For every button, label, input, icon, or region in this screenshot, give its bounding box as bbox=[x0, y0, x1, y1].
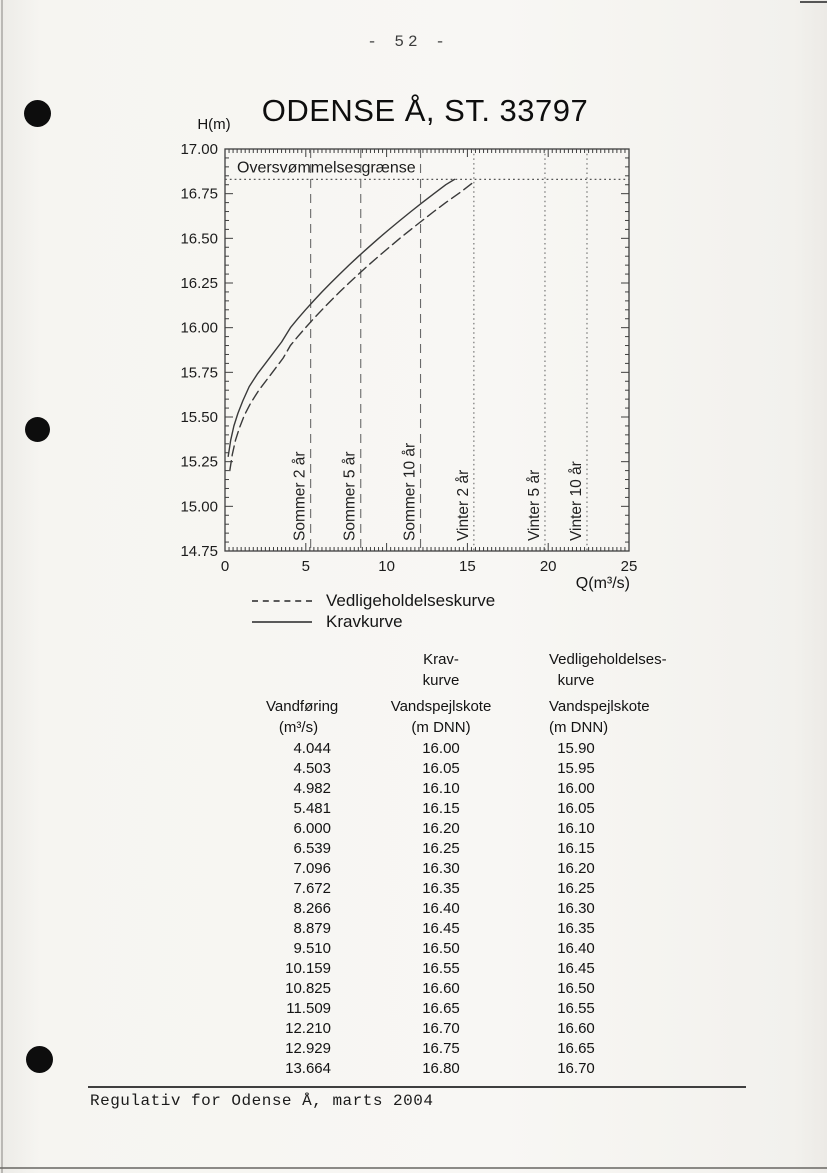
table-header-row-cell: Vandføring bbox=[266, 698, 339, 715]
table-row-cell: 16.75 bbox=[422, 1039, 460, 1057]
table-header-row-cell: (m DNN) bbox=[411, 719, 471, 736]
table-row-cell: 9.510 bbox=[293, 939, 331, 957]
svg-text:Vinter 2 år: Vinter 2 år bbox=[454, 469, 472, 541]
table-row-cell: 16.15 bbox=[557, 839, 595, 857]
table-row-cell: 16.00 bbox=[557, 779, 595, 797]
chart-legend bbox=[252, 590, 495, 632]
table-row bbox=[240, 838, 603, 858]
table-row-cell: 16.65 bbox=[557, 1039, 595, 1057]
table-row bbox=[240, 878, 603, 898]
table-row-cell: 16.50 bbox=[422, 939, 460, 957]
svg-text:15.75: 15.75 bbox=[180, 364, 218, 382]
svg-text:16.25: 16.25 bbox=[180, 275, 218, 292]
table-header-row-cell: Vedligeholdelses- bbox=[549, 651, 667, 668]
table-row-cell: 10.159 bbox=[285, 959, 331, 977]
table-row-cell: 16.15 bbox=[422, 799, 460, 817]
solid-line-sample bbox=[252, 621, 312, 623]
table-row-cell: 16.70 bbox=[422, 1019, 460, 1037]
table-row-cell: 16.05 bbox=[422, 759, 460, 777]
table-row-cell: 10.825 bbox=[285, 979, 331, 997]
svg-text:Sommer 5 år: Sommer 5 år bbox=[341, 451, 359, 541]
footer-rule bbox=[88, 1086, 746, 1088]
legend-label: Vedligeholdelseskurve bbox=[326, 590, 496, 610]
table-header-row-cell: Vandspejlskote bbox=[549, 698, 650, 715]
table-row-cell: 12.929 bbox=[285, 1039, 331, 1057]
table-row-cell: 16.20 bbox=[422, 819, 460, 837]
table-header-row-cell: Krav- bbox=[423, 651, 459, 668]
table-row-cell: 16.25 bbox=[557, 879, 595, 897]
table-row-cell: 16.60 bbox=[557, 1019, 595, 1037]
table-row-cell: 16.25 bbox=[422, 839, 460, 857]
table-row-cell: 16.65 bbox=[422, 999, 460, 1017]
legend-label: Kravkurve bbox=[326, 611, 403, 631]
table-row bbox=[240, 778, 603, 798]
table-row-cell: 4.044 bbox=[293, 739, 331, 757]
dashed-line-sample bbox=[252, 600, 312, 602]
table-row bbox=[240, 758, 603, 778]
table-header-row-cell: (m DNN) bbox=[549, 719, 609, 736]
table-row bbox=[240, 798, 603, 818]
table-header-row bbox=[240, 670, 603, 691]
table-row-cell: 7.672 bbox=[293, 879, 331, 897]
svg-text:20: 20 bbox=[539, 558, 557, 575]
svg-text:25: 25 bbox=[620, 558, 638, 575]
table-header-row-cell: kurve bbox=[557, 672, 595, 689]
table-row-cell: 16.40 bbox=[557, 939, 595, 957]
svg-text:Vinter 10 år: Vinter 10 år bbox=[567, 461, 585, 541]
table-header-row-cell: Vandspejlskote bbox=[390, 698, 492, 715]
table-row-cell: 16.00 bbox=[422, 739, 460, 757]
table-row-cell: 8.266 bbox=[293, 899, 331, 917]
table-header-row bbox=[240, 649, 667, 670]
table-row bbox=[240, 898, 603, 918]
table-header-row-cell: (m³/s) bbox=[278, 719, 319, 736]
table-header-row bbox=[240, 696, 650, 717]
page-number: - 52 - bbox=[367, 33, 449, 51]
table-row bbox=[240, 738, 603, 758]
table-row-cell: 7.096 bbox=[293, 859, 331, 877]
table-row-cell: 16.60 bbox=[422, 979, 460, 997]
table-row bbox=[240, 978, 603, 998]
table-row-cell: 4.503 bbox=[293, 759, 331, 777]
table-row bbox=[240, 938, 603, 958]
chart-title: ODENSE Å, ST. 33797 bbox=[261, 93, 589, 128]
svg-text:16.75: 16.75 bbox=[180, 185, 218, 203]
event-line-vinter-2-r bbox=[455, 149, 474, 551]
svg-text:16.50: 16.50 bbox=[180, 230, 218, 248]
legend-item-vedligeholdelseskurve bbox=[252, 590, 495, 611]
table-row-cell: 13.664 bbox=[285, 1059, 331, 1077]
svg-text:Sommer 10 år: Sommer 10 år bbox=[401, 442, 419, 541]
svg-text:15.50: 15.50 bbox=[180, 409, 218, 426]
punch-hole-bottom bbox=[26, 1046, 53, 1073]
table-row-cell: 15.90 bbox=[557, 739, 595, 757]
table-row-cell: 4.982 bbox=[293, 779, 331, 797]
table-row bbox=[240, 958, 603, 978]
svg-text:15.00: 15.00 bbox=[180, 498, 218, 516]
vedligeholdelseskurve-curve bbox=[230, 181, 475, 470]
table-row-cell: 5.481 bbox=[293, 799, 331, 817]
y-axis-title: H(m) bbox=[197, 116, 231, 133]
svg-text:15: 15 bbox=[459, 558, 476, 575]
svg-text:16.00: 16.00 bbox=[180, 319, 218, 337]
table-row bbox=[240, 998, 603, 1018]
table-row-cell: 16.55 bbox=[422, 959, 460, 977]
event-line-sommer-10-r bbox=[402, 149, 421, 551]
rating-table bbox=[240, 649, 667, 1078]
table-row-cell: 16.45 bbox=[557, 959, 595, 977]
table-row-cell: 16.45 bbox=[422, 919, 460, 937]
table-row bbox=[240, 918, 603, 938]
table-row bbox=[240, 858, 603, 878]
table-row-cell: 16.70 bbox=[557, 1059, 595, 1077]
table-row-cell: 16.30 bbox=[557, 899, 595, 917]
table-row-cell: 16.35 bbox=[557, 919, 595, 937]
flood-limit-label: Oversvømmelsesgrænse bbox=[237, 159, 416, 177]
table-row-cell: 12.210 bbox=[285, 1019, 331, 1037]
event-line-sommer-2-r bbox=[292, 149, 311, 551]
table-row-cell: 16.35 bbox=[422, 879, 460, 897]
table-row-cell: 16.55 bbox=[557, 999, 595, 1017]
x-axis-title: Q(m³/s) bbox=[575, 575, 630, 592]
table-row-cell: 16.10 bbox=[422, 779, 460, 797]
table-row-cell: 11.509 bbox=[286, 999, 331, 1017]
event-line-sommer-5-r bbox=[342, 149, 361, 551]
table-header-row bbox=[240, 717, 609, 738]
svg-text:Sommer 2 år: Sommer 2 år bbox=[291, 451, 309, 541]
table-row-cell: 16.30 bbox=[422, 859, 460, 877]
legend-item-kravkurve bbox=[252, 611, 495, 632]
table-row-cell: 8.879 bbox=[293, 919, 331, 937]
table-row-cell: 6.000 bbox=[293, 819, 331, 837]
svg-text:17.00: 17.00 bbox=[180, 141, 218, 158]
table-row-cell: 16.40 bbox=[422, 899, 460, 917]
svg-text:10: 10 bbox=[378, 558, 395, 575]
table-row-cell: 16.80 bbox=[422, 1059, 460, 1077]
svg-text:5: 5 bbox=[301, 558, 310, 575]
table-row-cell: 15.95 bbox=[557, 759, 595, 777]
table-row-cell: 16.20 bbox=[557, 859, 595, 877]
table-row bbox=[240, 1018, 603, 1038]
svg-text:15.25: 15.25 bbox=[180, 453, 218, 471]
table-row-cell: 16.10 bbox=[557, 819, 595, 837]
table-row-cell: 16.50 bbox=[557, 979, 595, 997]
table-row bbox=[240, 1038, 603, 1058]
event-line-vinter-10-r bbox=[568, 149, 587, 551]
table-row bbox=[240, 818, 603, 838]
table-row-cell: 6.539 bbox=[293, 839, 331, 857]
table-row-cell: 16.05 bbox=[557, 799, 595, 817]
svg-text:14.75: 14.75 bbox=[180, 543, 218, 560]
footer-text: Regulativ for Odense Å, marts 2004 bbox=[90, 1092, 434, 1110]
svg-text:0: 0 bbox=[220, 558, 230, 575]
event-line-vinter-5-r bbox=[526, 149, 545, 551]
svg-text:Vinter 5 år: Vinter 5 år bbox=[525, 469, 543, 541]
table-header-row-cell: kurve bbox=[422, 672, 460, 689]
scan-bottom-edge bbox=[0, 1167, 827, 1169]
table-row bbox=[240, 1058, 603, 1078]
